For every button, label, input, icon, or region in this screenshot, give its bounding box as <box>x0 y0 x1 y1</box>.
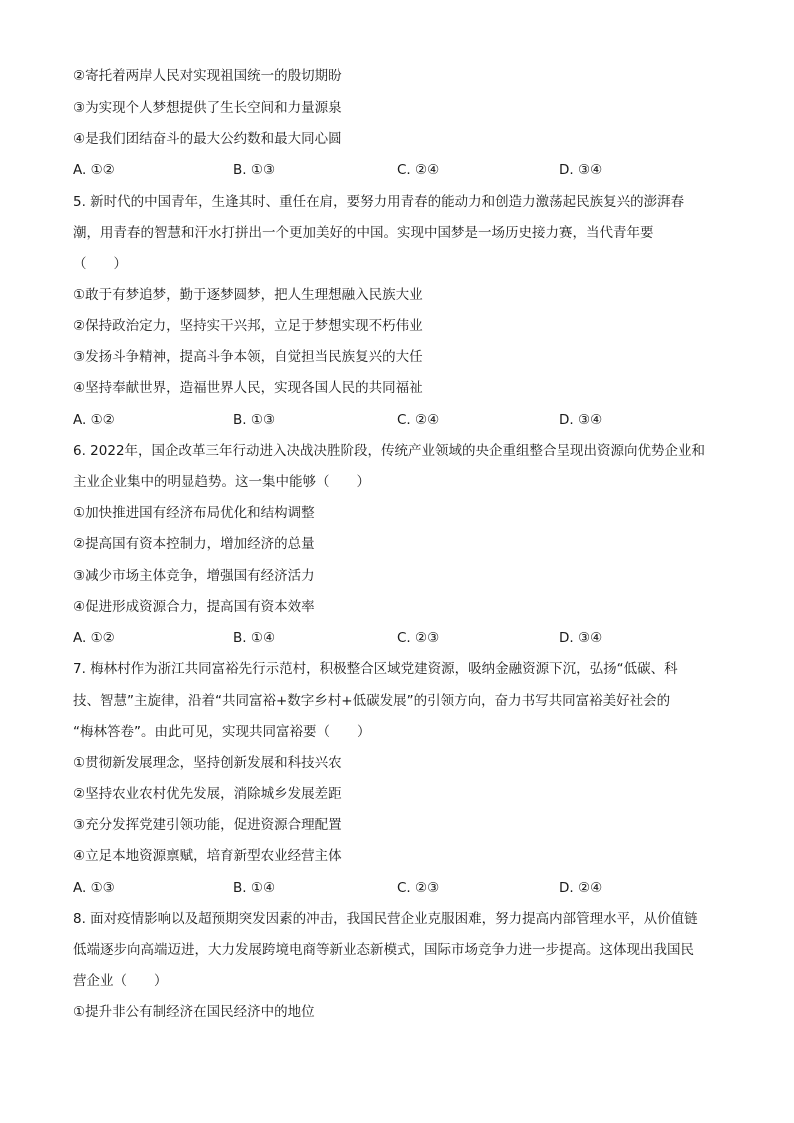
q6-statement-4: ④促进形成资源合力，提高国有资本效率 <box>73 599 315 615</box>
q5-stem-line-1: 5. 新时代的中国青年，生逢其时、重任在肩，要努力用青春的能动力和创造力激荡起民族复兴的澎湃春 <box>73 194 685 210</box>
q7-option-b: B. ①④ <box>233 880 276 896</box>
q7-option-d: D. ②④ <box>559 880 603 896</box>
q5-statement-2: ②保持政治定力，坚持实干兴邦，立足于梦想实现不朽伟业 <box>73 318 423 334</box>
q5-statement-4: ④坚持奉献世界，造福世界人民，实现各国人民的共同福祉 <box>73 380 423 396</box>
q7-stem-line-1: 7. 梅林村作为浙江共同富裕先行示范村，积极整合区域党建资源，吸纳金融资源下沉，弘扬“低碳、科 <box>73 661 678 677</box>
q8-stem-line-2: 低端逐步向高端迈进，大力发展跨境电商等新业态新模式，国际市场竞争力进一步提高。这体现出我国民 <box>73 942 694 958</box>
q7-stem-line-2: 技、智慧”主旋律，沿着“共同富裕+数字乡村+低碳发展”的引领方向，奋力书写共同富裕美好社会的 <box>73 693 671 709</box>
q5-option-d: D. ③④ <box>559 412 603 428</box>
q6-statement-2: ②提高国有资本控制力，增加经济的总量 <box>73 536 315 552</box>
q5-options <box>73 410 713 430</box>
q8-statement-1: ①提升非公有制经济在国民经济中的地位 <box>73 1004 315 1020</box>
q4-options <box>73 160 713 180</box>
q7-options <box>73 878 713 898</box>
q4-statement-4: ④是我们团结奋斗的最大公约数和最大同心圆 <box>73 131 342 147</box>
q4-statement-3: ③为实现个人梦想提供了生长空间和力量源泉 <box>73 100 342 116</box>
q5-option-b: B. ①③ <box>233 412 276 428</box>
q7-statement-2: ②坚持农业农村优先发展，消除城乡发展差距 <box>73 786 342 802</box>
q4-option-c: C. ②④ <box>397 162 440 178</box>
q5-option-a: A. ①② <box>73 412 115 428</box>
q7-statement-1: ①贯彻新发展理念，坚持创新发展和科技兴农 <box>73 755 342 771</box>
q6-stem-line-1: 6. 2022年，国企改革三年行动进入决战决胜阶段，传统产业领域的央企重组整合呈现出资源向优势企业和 <box>73 443 706 459</box>
q5-stem-line-2: 潮，用青春的智慧和汗水打拼出一个更加美好的中国。实现中国梦是一场历史接力赛，当代青年要 <box>73 225 654 241</box>
q5-option-c: C. ②④ <box>397 412 440 428</box>
q7-option-c: C. ②③ <box>397 880 440 896</box>
q6-option-c: C. ②③ <box>397 630 440 646</box>
q7-option-a: A. ①③ <box>73 880 115 896</box>
q4-statement-2: ②寄托着两岸人民对实现祖国统一的殷切期盼 <box>73 68 342 84</box>
q5-answer-blank: （ ） <box>73 256 127 272</box>
q6-option-d: D. ③④ <box>559 630 603 646</box>
q4-option-b: B. ①③ <box>233 162 276 178</box>
q6-option-b: B. ①④ <box>233 630 276 646</box>
q6-statement-3: ③减少市场主体竞争，增强国有经济活力 <box>73 568 315 584</box>
q5-statement-1: ①敢于有梦追梦，勤于逐梦圆梦，把人生理想融入民族大业 <box>73 287 423 303</box>
q6-statement-1: ①加快推进国有经济布局优化和结构调整 <box>73 505 315 521</box>
q7-statement-3: ③充分发挥党建引领功能，促进资源合理配置 <box>73 817 342 833</box>
q8-stem-line-1: 8. 面对疫情影响以及超预期突发因素的冲击，我国民营企业克服困难，努力提高内部管理水平，从价值链 <box>73 911 698 927</box>
q7-statement-4: ④立足本地资源禀赋，培育新型农业经营主体 <box>73 848 342 864</box>
q8-stem-line-3: 营企业（ ） <box>73 973 168 989</box>
q6-option-a: A. ①② <box>73 630 115 646</box>
q4-option-d: D. ③④ <box>559 162 603 178</box>
q5-statement-3: ③发扬斗争精神，提高斗争本领，自觉担当民族复兴的大任 <box>73 349 423 365</box>
q6-stem-line-2: 主业企业集中的明显趋势。这一集中能够（ ） <box>73 474 370 490</box>
q7-stem-line-3: “梅林答卷”。由此可见，实现共同富裕要（ ） <box>73 724 371 740</box>
q6-options <box>73 628 713 648</box>
q4-option-a: A. ①② <box>73 162 115 178</box>
